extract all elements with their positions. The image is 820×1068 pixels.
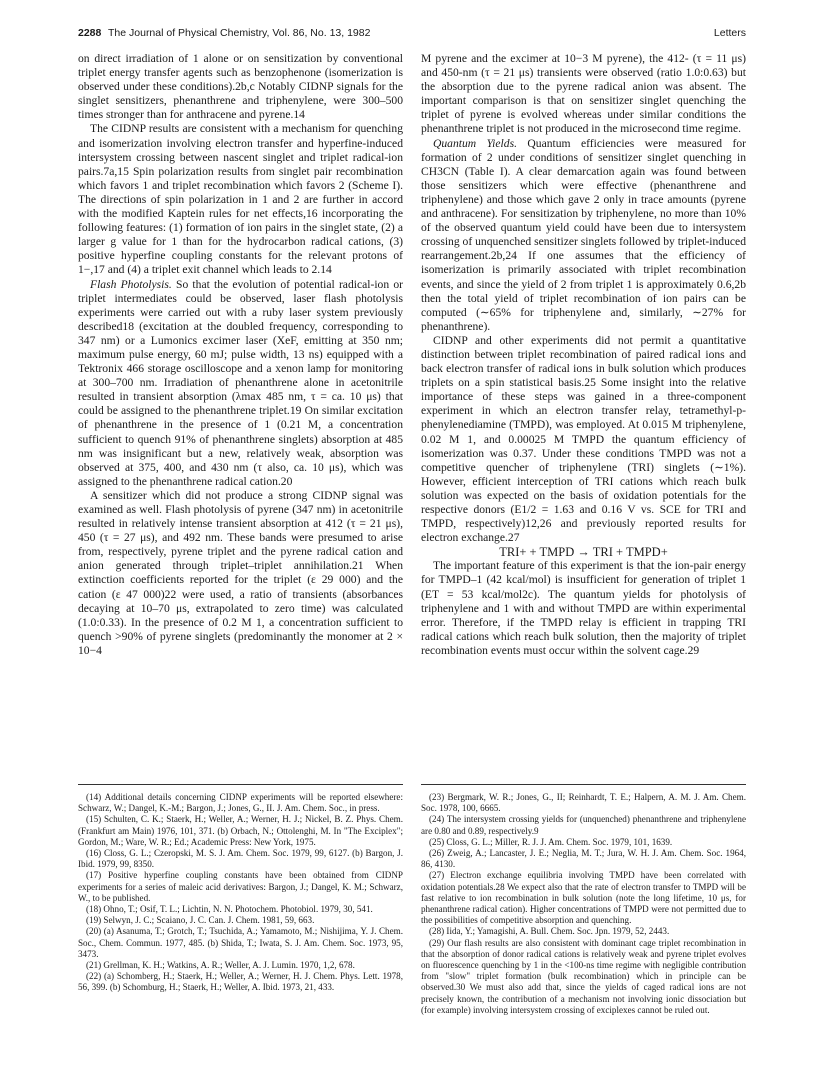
footnote: (22) (a) Schomberg, H.; Staerk, H.; Weller, A.; Werner, H. J. Chem. Phys. Lett. 1978, 56, 399. (b) Schomburg, H.; Staerk, H.; Weller, A. Ibid. 1973, 21, 433. <box>78 971 403 993</box>
footnote: (19) Selwyn, J. C.; Scaiano, J. C. Can. J. Chem. 1981, 59, 663. <box>86 915 315 926</box>
paragraph: CIDNP and other experiments did not permit a quantitative distinction between triplet recombination of paired radical ions and back electron transfer of radical ions in bulk solution which produces triplets on a spin statistical basis.25 Some insight into the relative importance of these steps was gained in a three-component experiment in which an electron transfer relay, tetramethyl-p-phenylenediamine (TMPD), was employed. At 0.015 M triphenylene, 0.02 M 1, and 0.00025 M TMPD the quantum efficiency of isomerization was 0.37. Under these conditions TMPD was not a competitive quencher of triphenylene (TRI) singlets (∼1%). However, efficient interception of TRI cations which reach bulk solution was expected on the basis of oxidation potentials for the respective donors (E1/2 = 1.63 and 0.16 V vs. SCE for TRI and TMPD, respectively)12,26 and previously reported results for electron exchange.27 <box>421 333 746 545</box>
footnote: (14) Additional details concerning CIDNP experiments will be reported elsewhere: Schwarz, W.; Dangel, K.-M.; Bargon, J.; Jones, G., II. J. Am. Chem. Soc., in press. <box>78 792 403 814</box>
footnote: (28) Iida, Y.; Yamagishi, A. Bull. Chem. Soc. Jpn. 1979, 52, 2443. <box>429 926 670 937</box>
paragraph: The important feature of this experiment is that the ion-pair energy for TMPD–1 (42 kcal/mol) is insufficient for generation of triplet 1 (ET = 53 kcal/mol2c). The quantum yields for photolysis of triphenylene and 1 with and without TMPD are within experimental error. Therefore, if the TMPD relay is efficient in trapping TRI radical cations which reach bulk solution, then the majority of triplet recombination events must occur within the solvent cage.29 <box>421 559 746 657</box>
paragraph-body: Quantum efficiencies were measured for formation of 2 under conditions of sensitizer singlet quenching in CH3CN (Table I). A clear demarcation again was found between those sensitizers which were effective (phenanthrene and triphenylene) and those which gave 2 only in trace amounts (pyrene and anthracene). For sensitization by triphenylene, no more than 10% of the observed quantum yield could have been due to intersystem crossing of unquenched sensitizer singlets followed by triplet-induced rearrangement.2b,24 If one assumes that the efficiency of isomerization is primarily associated with triplet recombination events, and since the yield of 2 from triplet 1 is approximately 0.6,2b then the total yield of triplet recombination of ion pairs can be computed (∼65% for triphenylene and, similarly, ∼27% for phenanthrene). <box>421 136 746 333</box>
footnote: (24) The intersystem crossing yields for (unquenched) phenanthrene and triphenylene are 0.80 and 0.89, respectively.9 <box>421 814 746 836</box>
footnote: (16) Closs, G. L.; Czeropski, M. S. J. Am. Chem. Soc. 1979, 99, 6127. (b) Bargon, J. Ibid. 1979, 99, 8350. <box>78 848 403 870</box>
footnote: (17) Positive hyperfine coupling constants have been obtained from CIDNP experiments for a series of maleic acid derivatives: Bargon, J.; Dangel, K. M.; Schwarz, W., to be published. <box>78 870 403 903</box>
paragraph: The CIDNP results are consistent with a mechanism for quenching and isomerization involving electron transfer and hyperfine-induced intersystem crossing between nascent singlet and triplet radical-ion pairs.7a,15 Spin polarization results from singlet pair recombination which favors 1 and triplet recombination which favors 2 (Scheme I). The directions of spin polarization in 1 and 2 are further in accord with the modified Kaptein rules for net effects,16 incorporating the following features: (1) formation of ion pairs in the singlet state, (2) a larger g value for 1 than for the hydrocarbon radical cations, (3) positive hyperfine coupling constants for the relevant protons of 1−,17 and (4) a triplet exit channel which leads to 2.14 <box>78 122 403 277</box>
paragraph <box>421 137 746 334</box>
footnote: (15) Schulten, C. K.; Staerk, H.; Weller, A.; Werner, H. J.; Nickel, B. Z. Phys. Chem. (Frankfurt am Main) 1976, 101, 371. (b) Orbach, N.; Ottolenghi, M. In "The Exciplex"; Gordon, M.; Ware, W. R.; Ed.; Academic Press: New York, 1975. <box>78 814 403 847</box>
footnote: (25) Closs, G. L.; Miller, R. J. J. Am. Chem. Soc. 1979, 101, 1639. <box>429 836 673 847</box>
section-label: Letters <box>713 27 746 39</box>
left-column <box>78 52 403 658</box>
paragraph: on direct irradiation of 1 alone or on sensitization by conventional triplet energy transfer agents such as benzophenone (isomerization is observed under these conditions).2b,c Notably CIDNP signals for the singlet sensitizers, phenanthrene and triphenylene, were 300–500 times stronger than for anthracene and pyrene.14 <box>78 52 403 122</box>
footnote: (18) Ohno, T.; Osif, T. L.; Lichtin, N. N. Photochem. Photobiol. 1979, 30, 541. <box>86 904 373 915</box>
section-heading-quantum-yields: Quantum Yields. <box>433 136 517 150</box>
page-number: 2288 <box>78 27 102 39</box>
section-heading-flash-photolysis: Flash Photolysis. <box>90 277 172 291</box>
footnote: (20) (a) Asanuma, T.; Grotch, T.; Tsuchida, A.; Yamamoto, M.; Nishijima, Y. J. Chem. Soc., Chem. Commun. 1977, 485. (b) Shida, T.; Iwata, S. J. Am. Chem. Soc. 1973, 95, 3473. <box>78 926 403 959</box>
paragraph: M pyrene and the excimer at 10−3 M pyrene), the 412- (τ = 11 μs) and 450-nm (τ = 21 μs) transients were observed (ratio 1.0:0.63) but the absorption due to the pyrene radical anion was absent. The important comparison is that on sensitizer singlet quenching the triplet of pyrene is evolved whereas under similar conditions the phenanthrene triplet is not produced in the microsecond time regime. <box>421 52 746 136</box>
footnote: (21) Grellman, K. H.; Watkins, A. R.; Weller, A. J. Lumin. 1970, 1,2, 678. <box>86 960 355 971</box>
right-column <box>421 52 746 658</box>
journal-citation: The Journal of Physical Chemistry, Vol. 86, No. 13, 1982 <box>108 27 371 39</box>
footnote: (29) Our flash results are also consistent with dominant cage triplet recombination in that the absorption of donor radical cations is relatively weak and pyrene triplet evolves on fluorescence quenching by 1 in the <100-ns time regime with negligible contribution from "slow" triplet formation (bulk recombination) which in principle can be observed.30 We must also add that, since the yields of caged radical ions are not precisely known, the contribution of a mechanism not involving ionic dissociation but (for example) involving intersystem crossing of exciplexes cannot be ruled out. <box>421 937 746 1015</box>
footnote: (23) Bergmark, W. R.; Jones, G., II; Reinhardt, T. E.; Halpern, A. M. J. Am. Chem. Soc. 1978, 100, 6665. <box>421 792 746 814</box>
footnote: (26) Zweig, A.; Lancaster, J. E.; Neglia, M. T.; Jura, W. H. J. Am. Chem. Soc. 1964, 86, 4130. <box>421 848 746 870</box>
reaction-equation: TRI+ + TMPD → TRI + TMPD+ <box>499 545 668 560</box>
footnotes-left <box>78 784 403 994</box>
running-header <box>78 27 746 41</box>
footnotes-right <box>421 784 746 1016</box>
footnote: (27) Electron exchange equilibria involving TMPD have been correlated with oxidation potentials.28 We expect also that the rate of electron transfer to TMPD will be fast relative to ion recombination in bulk solution (note the long lifetime, 10 μs, for phenanthrene radical cation). Higher concentrations of TMPD were not permitted due to the possibilities of competitive absorption and quenching. <box>421 870 746 926</box>
paragraph <box>78 278 403 489</box>
paragraph: A sensitizer which did not produce a strong CIDNP signal was examined as well. Flash photolysis of pyrene (347 nm) in acetonitrile resulted in relatively intense transient absorption at 412 (τ = 21 μs), 450 (τ = 27 μs), and 492 nm. These bands were presumed to arise from, respectively, pyrene triplet and the pyrene radical cation and anion generated through triplet–triplet annihilation.21 When extinction coefficients reported for the triplet (ε 29 000) and the cation (ε 47 000)22 were used, a ratio of transients (absorbances decaying at 10–70 μs, extrapolated to zero time) was calculated (1.0:0.33). In the presence of 0.2 M 1, a concentration sufficient to quench >90% of pyrene singlets (predominantly the monomer at 2 × 10−4 <box>78 488 403 657</box>
paragraph-body: So that the evolution of potential radical-ion or triplet intermediates could be observed, laser flash photolysis experiments were carried out with a ruby laser system previously described18 (excitation at the doubled frequency, corresponding to 347 nm) or a Lumonics excimer laser (XeF, emitting at 350 nm; maximum pulse energy, 60 mJ; pulse width, 13 ns) equipped with a Tektronix 466 storage oscilloscope and a xenon lamp for monitoring at 300–700 nm. Irradiation of phenanthrene alone in acetonitrile resulted in transient absorption (λmax 485 nm, τ = ca. 10 μs) that could be assigned to the phenanthrene triplet.19 On similar excitation of phenanthrene in the presence of 1 (0.21 M, a concentration sufficient to quench 91% of phenanthrene singlets) absorption at 485 nm was insignificant but a new, relatively weak, absorption was observed at 375, 400, and 430 nm (τ also, ca. 10 μs), which was assigned to the phenanthrene radical cation.20 <box>78 277 404 488</box>
